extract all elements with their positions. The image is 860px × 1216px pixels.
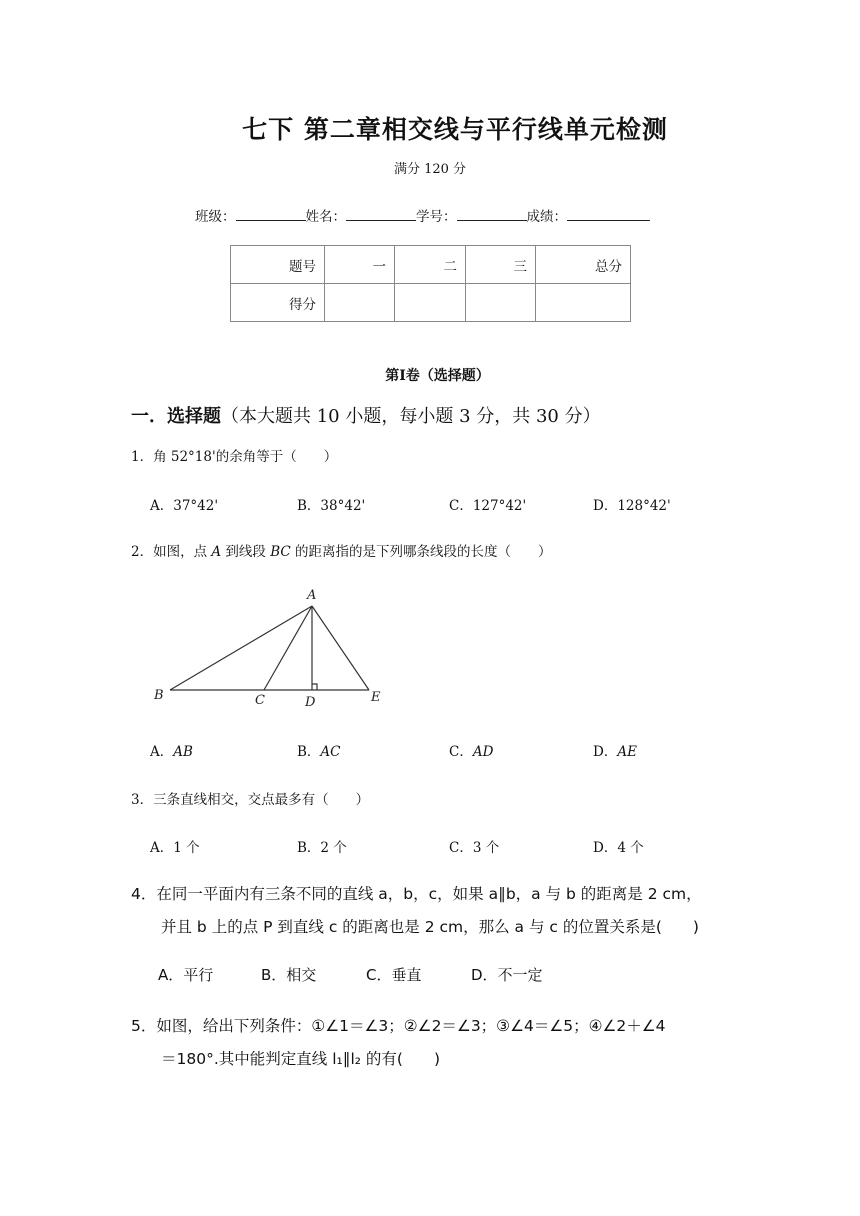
label-c: C bbox=[255, 693, 265, 708]
part-one-title: 一．选择题 bbox=[131, 406, 221, 427]
question-1-stem: 1．角 52°18'的余角等于（ ） bbox=[131, 449, 338, 465]
q2-option-c-letter: C． bbox=[449, 744, 473, 760]
segment-ab bbox=[170, 606, 312, 690]
student-info-line bbox=[195, 205, 650, 225]
q2-option-c[interactable] bbox=[449, 740, 493, 760]
q2-stem-part-a: 2．如图，点 bbox=[131, 544, 212, 560]
score-table-header-row bbox=[231, 246, 631, 284]
q1-option-c[interactable]: C．127°42' bbox=[449, 498, 527, 514]
label-b: B bbox=[154, 688, 164, 703]
q2-option-d[interactable] bbox=[593, 740, 637, 760]
question-4-line-2: 并且 b 上的点 P 到直线 c 的距离也是 2 cm，那么 a 与 c 的位置关系是( ) bbox=[161, 918, 699, 936]
total-cell: 总分 bbox=[536, 246, 631, 284]
q2-stem-part-c: 的距离指的是下列哪条线段的长度（ ） bbox=[290, 544, 552, 560]
q2-option-b-value: AC bbox=[320, 744, 341, 760]
segment-ac bbox=[264, 606, 312, 690]
question-5-line-2: ＝180°.其中能判定直线 l₁∥l₂ 的有( ) bbox=[161, 1050, 441, 1068]
score-cell-two[interactable] bbox=[395, 284, 466, 322]
grade-blank[interactable] bbox=[567, 207, 650, 221]
q4-option-b[interactable]: B．相交 bbox=[261, 966, 317, 984]
question-2-stem bbox=[131, 540, 552, 560]
question-3-stem: 3．三条直线相交，交点最多有（ ） bbox=[131, 792, 370, 808]
student-id-blank[interactable] bbox=[457, 207, 527, 221]
label-a: A bbox=[307, 588, 317, 603]
q2-stem-point-a: A bbox=[211, 544, 222, 560]
score-label-cell: 得分 bbox=[231, 284, 325, 322]
q2-stem-segment-bc: BC bbox=[270, 544, 291, 560]
q3-option-a[interactable]: A．1 个 bbox=[150, 840, 200, 856]
triangle-figure bbox=[140, 580, 400, 715]
question-4-line-1: 4．在同一平面内有三条不同的直线 a，b，c，如果 a∥b，a 与 b 的距离是 2 cm， bbox=[131, 885, 702, 903]
q4-option-c[interactable]: C．垂直 bbox=[366, 966, 422, 984]
q2-option-a-letter: A． bbox=[150, 744, 174, 760]
score-cell-one[interactable] bbox=[325, 284, 395, 322]
name-label: 姓名： bbox=[305, 209, 346, 225]
score-table-score-row bbox=[231, 284, 631, 322]
segment-ae bbox=[312, 606, 369, 690]
q2-option-b[interactable] bbox=[297, 740, 341, 760]
part-two-cell: 二 bbox=[395, 246, 466, 284]
q2-option-a-value: AB bbox=[173, 744, 193, 760]
q4-option-d[interactable]: D．不一定 bbox=[471, 966, 543, 984]
section-title: 第Ⅰ卷（选择题） bbox=[385, 368, 490, 384]
question-5-line-1: 5．如图，给出下列条件：①∠1＝∠3；②∠2＝∠3；③∠4＝∠5；④∠2＋∠4 bbox=[131, 1017, 666, 1035]
part-one-note: （本大题共 10 小题，每小题 3 分，共 30 分） bbox=[221, 406, 601, 427]
student-id-label: 学号： bbox=[416, 209, 457, 225]
q2-option-d-value: AE bbox=[617, 744, 637, 760]
q2-option-a[interactable] bbox=[150, 740, 193, 760]
q1-option-d[interactable]: D．128°42' bbox=[593, 498, 671, 514]
part-one-heading bbox=[131, 402, 601, 428]
score-cell-total[interactable] bbox=[536, 284, 631, 322]
q2-option-d-letter: D． bbox=[593, 744, 618, 760]
page-title: 七下 第二章相交线与平行线单元检测 bbox=[242, 115, 668, 144]
class-label: 班级： bbox=[195, 209, 236, 225]
part-one-cell: 一 bbox=[325, 246, 395, 284]
q3-option-d[interactable]: D．4 个 bbox=[593, 840, 644, 856]
name-blank[interactable] bbox=[346, 207, 416, 221]
q3-option-c[interactable]: C．3 个 bbox=[449, 840, 500, 856]
q4-option-a[interactable]: A．平行 bbox=[158, 966, 214, 984]
label-d: D bbox=[305, 695, 316, 710]
part-three-cell: 三 bbox=[466, 246, 536, 284]
q2-option-b-letter: B． bbox=[297, 744, 321, 760]
grade-label: 成绩： bbox=[526, 209, 567, 225]
score-cell-three[interactable] bbox=[466, 284, 536, 322]
right-angle-mark bbox=[312, 684, 317, 690]
q1-option-a[interactable]: A．37°42' bbox=[150, 498, 219, 514]
score-table bbox=[230, 245, 631, 322]
full-score-note: 满分 120 分 bbox=[393, 162, 467, 177]
q3-option-b[interactable]: B．2 个 bbox=[297, 840, 347, 856]
label-e: E bbox=[371, 690, 381, 705]
question-number-cell: 题号 bbox=[231, 246, 325, 284]
q1-option-b[interactable]: B．38°42' bbox=[297, 498, 366, 514]
class-blank[interactable] bbox=[236, 207, 306, 221]
q2-stem-part-b: 到线段 bbox=[221, 544, 271, 560]
q2-option-c-value: AD bbox=[472, 744, 494, 760]
